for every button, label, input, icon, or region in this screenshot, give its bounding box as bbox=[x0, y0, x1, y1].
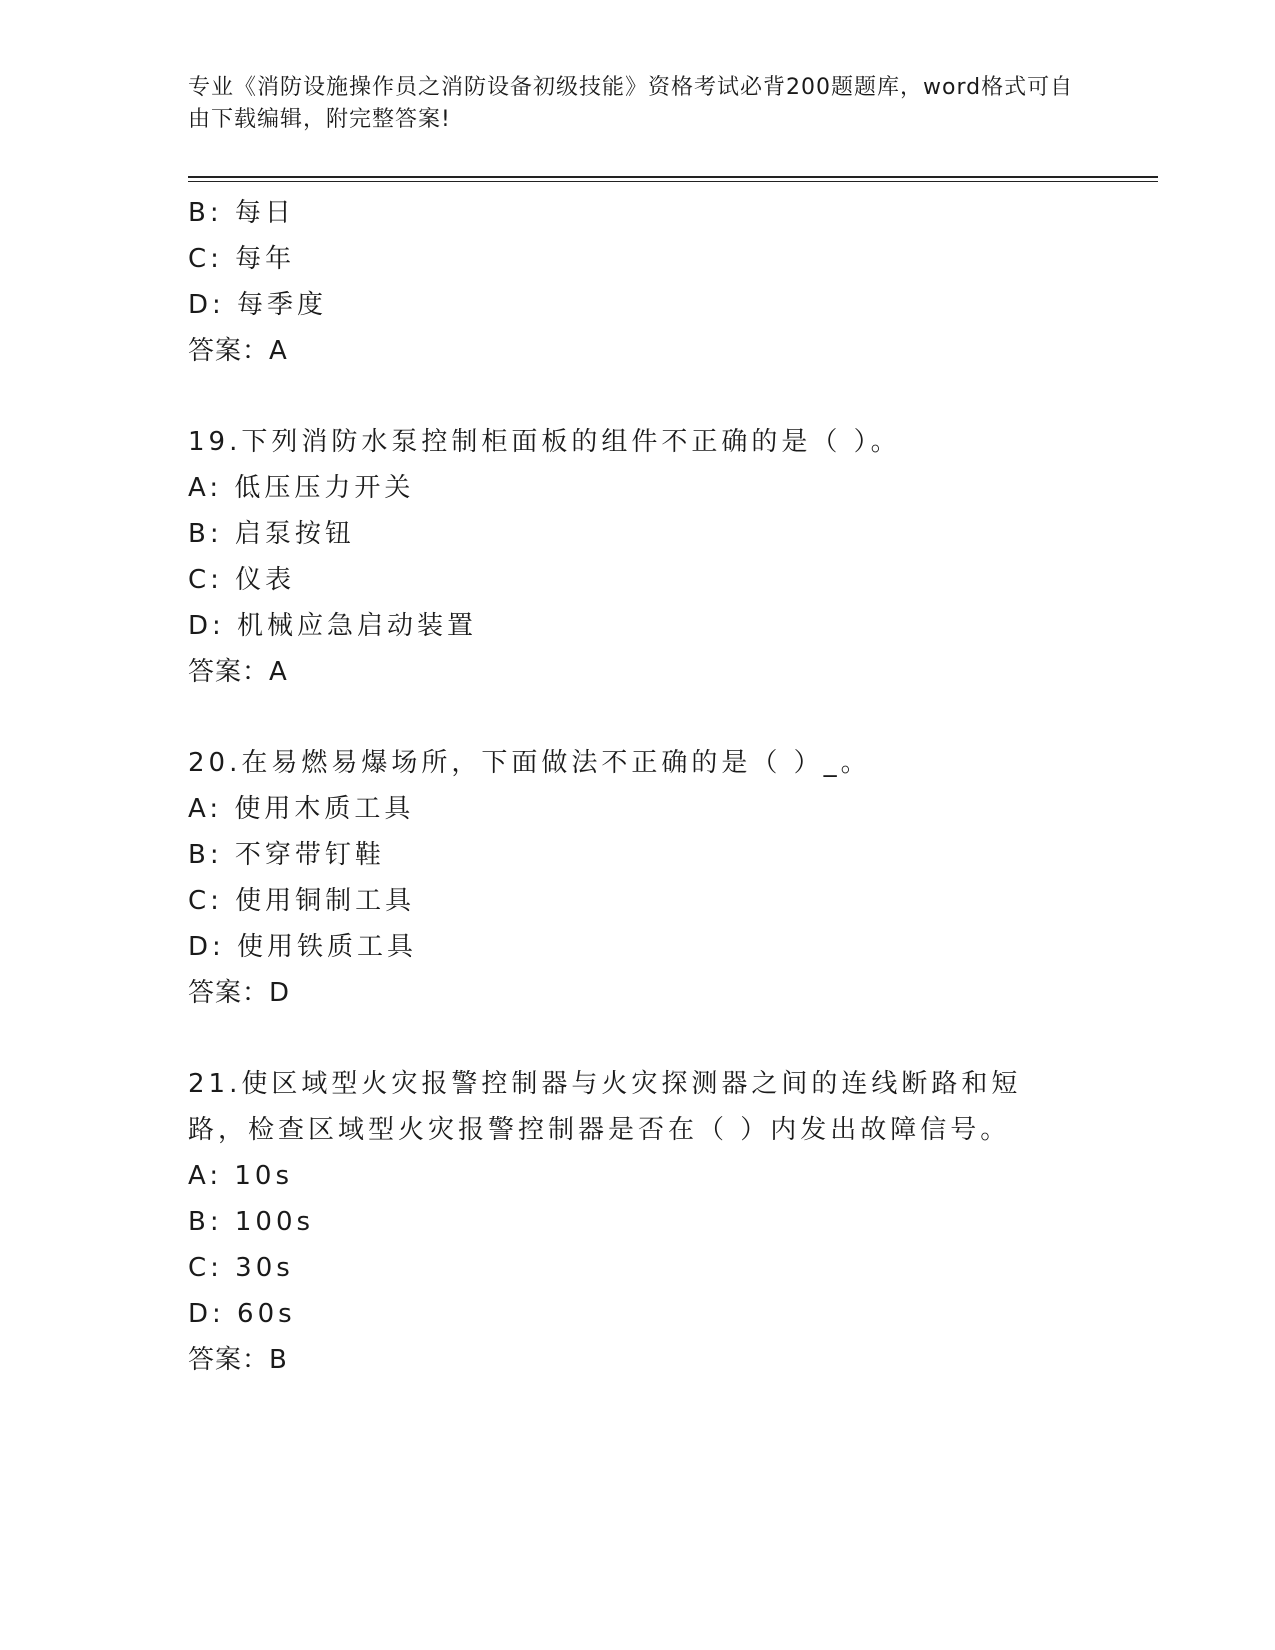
option-b: B: 启泵按钮 bbox=[188, 519, 355, 549]
option-d: D: 机械应急启动装置 bbox=[188, 611, 478, 641]
question-18-continued bbox=[188, 190, 1088, 374]
answer: 答案：A bbox=[188, 657, 288, 687]
option-c: C: 30s bbox=[188, 1253, 294, 1283]
option-b: B: 不穿带钉鞋 bbox=[188, 840, 385, 870]
option-b: B: 100s bbox=[188, 1207, 315, 1237]
option-c: C: 每年 bbox=[188, 244, 296, 274]
question-21 bbox=[188, 1061, 1088, 1383]
option-c: C: 使用铜制工具 bbox=[188, 886, 416, 916]
document-header: 专业《消防设施操作员之消防设备初级技能》资格考试必背200题题库，word格式可自由下载编辑，附完整答案! bbox=[188, 75, 1074, 132]
question-19 bbox=[188, 419, 1088, 695]
question-content bbox=[188, 190, 1088, 1383]
answer: 答案：D bbox=[188, 978, 291, 1008]
option-d: D: 每季度 bbox=[188, 290, 328, 320]
question-20 bbox=[188, 740, 1088, 1016]
option-a: A: 使用木质工具 bbox=[188, 794, 415, 824]
answer: 答案：B bbox=[188, 1345, 288, 1375]
option-c: C: 仪表 bbox=[188, 565, 296, 595]
option-a: A: 低压压力开关 bbox=[188, 473, 415, 503]
question-stem: 19.下列消防水泵控制柜面板的组件不正确的是（ ）。 bbox=[188, 427, 901, 457]
header-divider bbox=[188, 176, 1158, 178]
option-b: B: 每日 bbox=[188, 198, 295, 228]
header-divider-thin bbox=[188, 181, 1158, 182]
option-d: D: 使用铁质工具 bbox=[188, 932, 418, 962]
question-stem: 21.使区域型火灾报警控制器与火灾探测器之间的连线断路和短路，检查区域型火灾报警控制器是否在（ ）内发出故障信号。 bbox=[188, 1069, 1022, 1145]
option-a: A: 10s bbox=[188, 1161, 293, 1191]
option-d: D: 60s bbox=[188, 1299, 296, 1329]
question-stem: 20.在易燃易爆场所，下面做法不正确的是（ ）_。 bbox=[188, 748, 871, 778]
answer: 答案：A bbox=[188, 336, 288, 366]
